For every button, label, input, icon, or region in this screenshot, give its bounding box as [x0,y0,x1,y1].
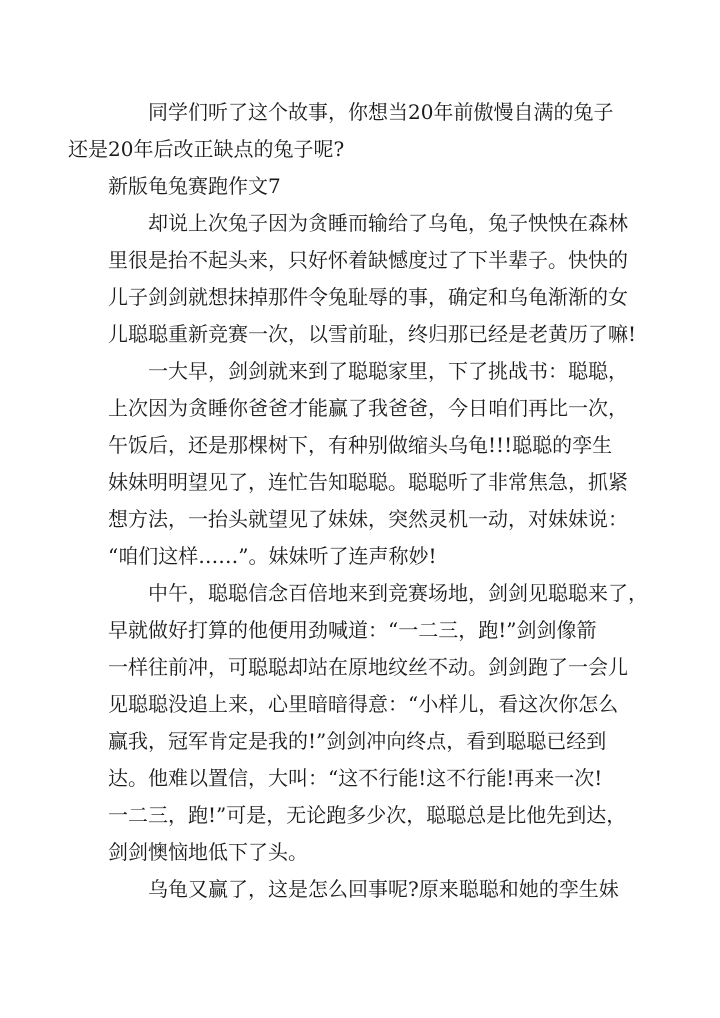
text-line: 一样往前冲，可聪聪却站在原地纹丝不动。剑剑跑了一会儿 [108,655,628,679]
paragraph-closing-question [68,94,614,168]
text-line: 一大早，剑剑就来到了聪聪家里，下了挑战书：聪聪， [148,359,628,383]
document-text [68,94,648,908]
paragraph-intro [108,205,637,353]
paragraph-reveal [108,871,619,908]
text-line: 中午，聪聪信念百倍地来到竞赛场地，剑剑见聪聪来了， [148,581,648,605]
paragraph-challenge [108,353,628,575]
text-line: 儿子剑剑就想抹掉那件令兔耻辱的事，确定和乌龟渐渐的女 [108,285,628,309]
text-line: 乌龟又赢了，这是怎么回事呢?原来聪聪和她的孪生妹 [148,877,619,901]
text-line: “咱们这样……”。妹妹听了连声称妙! [108,544,437,568]
text-line: 早就做好打算的他便用劲喊道：“一二三，跑!”剑剑像箭 [108,618,597,642]
text-line: 赢我，冠军肯定是我的!”剑剑冲向终点，看到聪聪已经到 [108,729,607,753]
paragraph-race [108,575,648,871]
text-line: 达。他难以置信，大叫：“这不行能!这不行能!再来一次! [108,766,603,790]
text-line: 里很是抬不起头来，只好怀着缺憾度过了下半辈子。快快的 [108,248,628,272]
text-line: 却说上次兔子因为贪睡而输给了乌龟，兔子怏怏在森林 [148,211,628,235]
text-line: 剑剑懊恼地低下了头。 [108,840,308,864]
text-line: 见聪聪没追上来，心里暗暗得意：“小样儿，看这次你怎么 [108,692,619,716]
text-line: 儿聪聪重新竞赛一次，以雪前耻，终归那已经是老黄历了嘛! [108,322,637,346]
heading-text: 新版龟兔赛跑作文7 [108,174,281,198]
text-line: 同学们听了这个故事，你想当20年前傲慢自满的兔子 [148,100,614,124]
text-line: 上次因为贪睡你爸爸才能赢了我爸爸，今日咱们再比一次， [108,396,628,420]
section-heading [108,168,612,205]
text-line: 一二三，跑!”可是，无论跑多少次，聪聪总是比他先到达， [108,803,627,827]
text-line: 妹妹明明望见了，连忙告知聪聪。聪聪听了非常焦急，抓紧 [108,470,628,494]
text-line: 还是20年后改正缺点的兔子呢? [68,137,345,161]
text-line: 想方法，一抬头就望见了妹妹，突然灵机一动，对妹妹说： [108,507,628,531]
text-line: 午饭后，还是那棵树下，有种别做缩头乌龟!!!聪聪的孪生 [108,433,613,457]
